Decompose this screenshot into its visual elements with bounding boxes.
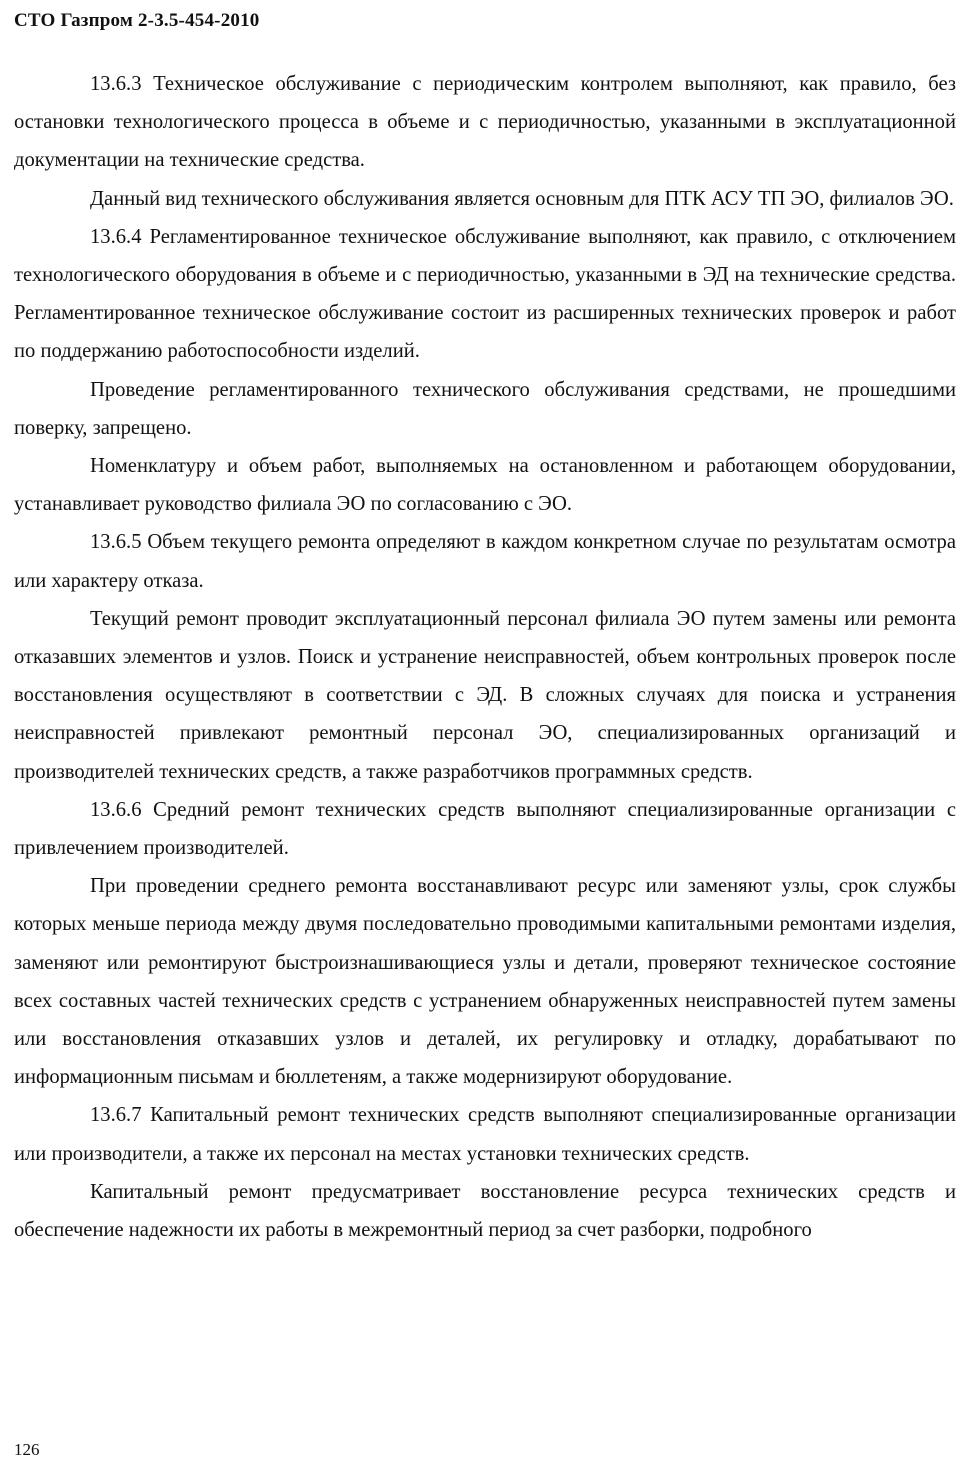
paragraph-13-6-4: 13.6.4 Регламентированное техническое обслуживание выполняют, как правило, с отключением технологического оборудования в объеме и с периодичностью, указанными в ЭД на технические средства. Регламентированное техническое обслуживание состоит из расширенных технических проверок и работ по поддержанию работоспособности изделий. bbox=[14, 225, 956, 363]
paragraph-current-repair: Текущий ремонт проводит эксплуатационный персонал филиала ЭО путем замены или ремонта отказавших элементов и узлов. Поиск и устранение неисправностей, объем контрольных проверок после восстановления осуществляют в соответствии с ЭД. В сложных случаях для поиска и устранения неисправностей привлекают ремонтный персонал ЭО, специализированных организаций и производителей технических средств, а также разработчиков программных средств. bbox=[14, 607, 956, 783]
document-body bbox=[14, 65, 956, 1249]
paragraph-medium-repair: При проведении среднего ремонта восстанавливают ресурс или заменяют узлы, срок службы которых меньше периода между двумя последовательно проводимыми капитальными ремонтами изделия, заменяют или ремонтируют быстроизнашивающиеся узлы и детали, проверяют техническое состояние всех составных частей технических средств с устранением обнаруженных неисправностей путем замены или восстановления отказавших узлов и деталей, их регулировку и отладку, дорабатывают по информационным письмам и бюллетеням, а также модернизируют оборудование. bbox=[14, 875, 956, 1089]
paragraph-13-6-6: 13.6.6 Средний ремонт технических средств выполняют специализированные организации с привлечением производителей. bbox=[14, 798, 956, 860]
page-number: 126 bbox=[14, 1440, 40, 1459]
paragraph-13-6-3: 13.6.3 Техническое обслуживание с периодическим контролем выполняют, как правило, без остановки технологического процесса в объеме и с периодичностью, указанными в эксплуатационной документации на технические средства. bbox=[14, 73, 956, 172]
paragraph-main-type: Данный вид технического обслуживания является основным для ПТК АСУ ТП ЭО, филиалов ЭО. bbox=[90, 187, 954, 210]
paragraph-capital-repair: Капитальный ремонт предусматривает восстановление ресурса технических средств и обеспечение надежности их работы в межремонтный период за счет разборки, подробного bbox=[14, 1180, 956, 1242]
paragraph-verification-prohibited: Проведение регламентированного технического обслуживания средствами, не прошедшими поверку, запрещено. bbox=[14, 378, 956, 439]
document-header: СТО Газпром 2-3.5-454-2010 bbox=[14, 10, 260, 31]
paragraph-13-6-5: 13.6.5 Объем текущего ремонта определяют в каждом конкретном случае по результатам осмотра или характеру отказа. bbox=[14, 531, 956, 592]
paragraph-13-6-7: 13.6.7 Капитальный ремонт технических средств выполняют специализированные организации или производители, а также их персонал на местах установки технических средств. bbox=[14, 1104, 956, 1165]
paragraph-nomenclature: Номенклатуру и объем работ, выполняемых на остановленном и работающем оборудовании, устанавливает руководство филиала ЭО по согласованию с ЭО. bbox=[14, 455, 956, 516]
